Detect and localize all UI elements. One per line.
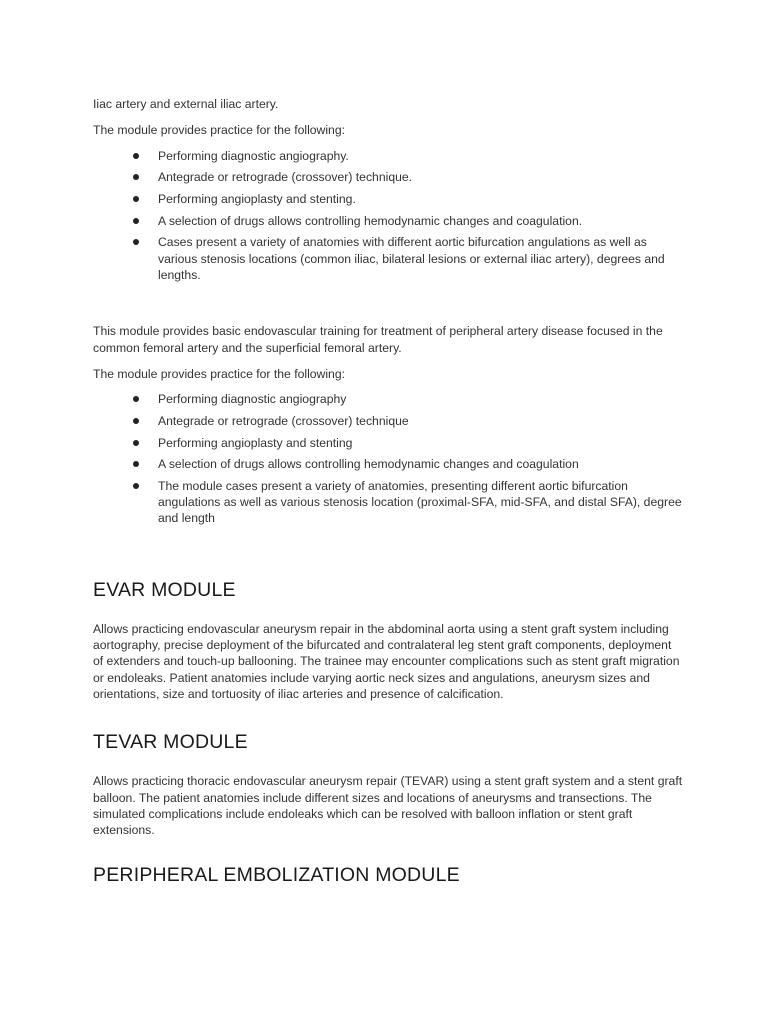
femoral-practice-lead: The module provides practice for the following:	[93, 366, 346, 381]
bullet-icon	[133, 483, 139, 489]
document-content	[93, 96, 683, 887]
bullet-icon	[133, 239, 139, 245]
iliac-practice-list	[93, 148, 683, 284]
list-item: Performing angioplasty and stenting.	[93, 191, 683, 207]
list-item: A selection of drugs allows controlling hemodynamic changes and coagulation.	[93, 213, 683, 229]
list-item: Antegrade or retrograde (crossover) technique.	[93, 169, 683, 185]
list-item: Antegrade or retrograde (crossover) technique	[93, 413, 683, 429]
evar-body: Allows practicing endovascular aneurysm repair in the abdominal aorta using a stent graft system including aortography, precise deployment of the bifurcated and contralateral leg stent graft components, deployment of extenders and touch-up ballooning. The trainee may encounter complications such as stent graft migration or endoleaks. Patient anatomies include varying aortic neck sizes and angulations, aneurysm sizes and orientations, size and tortuosity of iliac arteries and presence of calcification.	[93, 621, 680, 701]
bullet-icon	[133, 440, 139, 446]
list-item: A selection of drugs allows controlling hemodynamic changes and coagulation	[93, 456, 683, 472]
list-item: Performing diagnostic angiography	[93, 391, 683, 407]
iliac-practice-lead: The module provides practice for the following:	[93, 123, 346, 138]
list-item: Performing angioplasty and stenting	[93, 435, 683, 451]
bullet-icon	[133, 396, 139, 402]
bullet-icon	[133, 196, 139, 202]
tevar-heading: TEVAR MODULE	[93, 731, 248, 754]
iliac-intro-tail: Iiac artery and external iliac artery.	[93, 97, 279, 111]
list-item: Performing diagnostic angiography.	[93, 148, 683, 164]
femoral-intro: This module provides basic endovascular training for treatment of peripheral artery disease focused in the common femoral artery and the superficial femoral artery.	[93, 324, 663, 355]
list-item: The module cases present a variety of anatomies, presenting different aortic bifurcation angulations as well as various stenosis location (proximal-SFA, mid-SFA, and distal SFA), degree and length	[93, 478, 683, 527]
list-item: Cases present a variety of anatomies with different aortic bifurcation angulations as well as various stenosis locations (common iliac, bilateral lesions or external iliac artery), degrees and lengths.	[93, 234, 683, 283]
bullet-icon	[133, 153, 139, 159]
evar-heading: EVAR MODULE	[93, 578, 236, 601]
bullet-icon	[133, 174, 139, 180]
tevar-body: Allows practicing thoracic endovascular aneurysm repair (TEVAR) using a stent graft system and a stent graft balloon. The patient anatomies include different sizes and locations of aneurysms and transections. The simulated complications include endoleaks which can be resolved with balloon inflation or stent graft extensions.	[93, 774, 683, 838]
bullet-icon	[133, 418, 139, 424]
femoral-practice-list	[93, 391, 683, 527]
bullet-icon	[133, 461, 139, 467]
embolization-heading: PERIPHERAL EMBOLIZATION MODULE	[93, 864, 460, 887]
bullet-icon	[133, 218, 139, 224]
